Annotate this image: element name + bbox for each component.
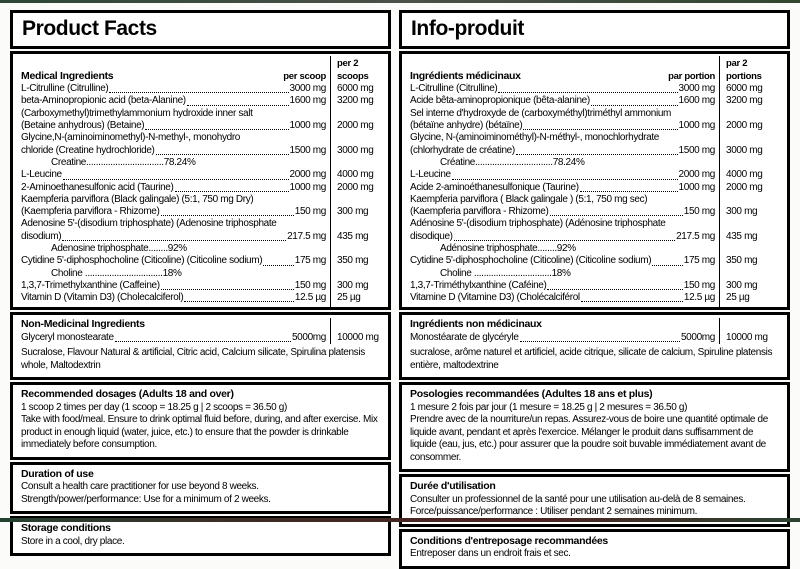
ingredient-subrow: Adénosine triphosphate........92% — [440, 243, 576, 254]
ingredient-name-line: Kaempferia parviflora ( Black galingale ) (5:1, 750 mg sec) — [410, 193, 648, 205]
text-line: Consult a health care practitioner for use beyond 8 weeks. — [21, 481, 259, 493]
ingredient-name: (Kaempferia parviflora - Rhizome) — [21, 206, 160, 218]
amount-per-scoop: 1000 mg — [678, 120, 715, 132]
ingredient-row — [13, 218, 388, 243]
top-edge-strip — [0, 0, 800, 3]
amount-per-scoop: 12.5 µg — [683, 292, 715, 304]
dot-leader — [184, 301, 294, 302]
amount-per-scoop: 150 mg — [683, 206, 715, 218]
bottom-edge-strip — [0, 518, 800, 522]
ingredient-name: disodique) — [410, 230, 453, 242]
storage-box-fr — [399, 529, 790, 569]
ingredients-header-row — [402, 56, 787, 83]
amount-per-2-scoops: 350 mg — [337, 255, 369, 267]
ingredient-row — [402, 243, 787, 255]
dot-leader — [452, 179, 678, 180]
ingredient-row — [13, 157, 388, 169]
ingredient-row — [13, 268, 388, 280]
dot-leader — [62, 240, 286, 241]
amount-per-2-scoops: 300 mg — [726, 279, 758, 291]
dosage-lines — [21, 402, 380, 452]
ingredient-name: L-Citrulline (Citrulline) — [21, 83, 109, 95]
amount-per-2-scoops: 2000 mg — [726, 120, 763, 132]
ingredient-rows — [402, 83, 787, 307]
amount-per-scoop: 1000 mg — [289, 120, 326, 132]
ingredient-subrow: Creatine................................78.24% — [51, 156, 196, 168]
ingredient-row — [402, 182, 787, 194]
ingredient-row — [13, 132, 388, 157]
amount-per-2-scoops: 25 µg — [337, 292, 361, 304]
amount-per-2-scoops: 3200 mg — [726, 95, 763, 107]
panel-title-en: Product Facts — [22, 17, 157, 40]
non-medicinal-other-ingredients: sucralose, arôme naturel et artificiel, acide citrique, silicate de calcium, Spiruline platensis entière, maltodextrine — [410, 347, 773, 371]
non-medicinal-heading: Ingrédients non médicinaux — [410, 318, 542, 331]
amount-per-scoop: 12.5 µg — [294, 292, 326, 304]
ingredient-subrow: Créatine................................78.24% — [440, 156, 585, 168]
amount-per-scoop: 2000 mg — [678, 169, 715, 181]
amount-per-2-scoops: 6000 mg — [337, 83, 374, 95]
panel-info-produit-fr — [399, 10, 790, 569]
dosage-heading: Posologies recommandées (Adultes 18 ans et plus) — [410, 388, 653, 401]
dot-leader — [161, 215, 294, 216]
ingredient-row — [402, 83, 787, 95]
dot-leader — [550, 215, 683, 216]
amount-per-2-scoops: 3000 mg — [726, 144, 763, 156]
text-line: Prendre avec de la nourriture/un repas. Assurez-vous de boire une quantité optimale de liquide avant, pendant et après l'exercice. Mélanger le produit dans suffisamment de liquide (eau, jus, etc.) pour assurer que la poudre soit buvable immédiatement avant de consommer. — [410, 414, 768, 463]
ingredient-name-line: (Carboxymethyl)trimethylammonium hydroxide inner salt — [21, 107, 253, 119]
ingredient-name: (bétaïne anhydre) (bétaïne) — [410, 120, 523, 132]
dot-leader — [547, 289, 682, 290]
ingredient-name-line: Adénosine 5'-(disodium triphosphate) (Adénosine triphosphate — [410, 218, 666, 230]
storage-heading: Conditions d'entreposage recommandées — [410, 534, 608, 547]
medical-ingredients-box-fr — [399, 51, 790, 310]
ingredient-name: L-Leucine — [410, 169, 451, 181]
ingredient-name: Cytidine 5'-diphosphocholine (Citicoline) (Citicoline sodium) — [410, 255, 652, 267]
amount-per-scoop: 217.5 mg — [676, 230, 715, 242]
dot-leader — [591, 105, 678, 106]
col-header-par-2-portions: par 2 portions — [726, 58, 762, 83]
ingredient-row — [402, 292, 787, 304]
ingredient-subrow: Choline ................................18% — [51, 267, 182, 279]
storage-lines — [21, 536, 380, 549]
amount-per-2-scoops: 4000 mg — [337, 169, 374, 181]
dot-leader — [145, 129, 288, 130]
amount-per-scoop: 2000 mg — [289, 169, 326, 181]
amount-per-scoop: 1000 mg — [289, 181, 326, 193]
ingredient-row — [13, 95, 388, 107]
dot-leader — [263, 265, 294, 266]
ingredient-name-line: Sel interne d'hydroxyde de (carboxyméthyl)triméthyl ammonium — [410, 107, 672, 119]
amount-per-scoop: 1600 mg — [289, 95, 326, 107]
ingredient-name: disodium) — [21, 230, 62, 242]
amount-per-2-scoops: 6000 mg — [726, 83, 763, 95]
dot-leader — [161, 289, 294, 290]
amount-per-2-scoops: 3200 mg — [337, 95, 374, 107]
panel-product-facts-en — [10, 10, 391, 569]
ingredient-name: Acide bêta-aminopropionique (bêta-alanine) — [410, 95, 590, 107]
non-medicinal-box-en — [10, 312, 391, 380]
ingredient-row — [402, 95, 787, 107]
ingredients-header-row — [13, 56, 388, 83]
ingredient-row — [402, 194, 787, 219]
dosage-lines — [410, 402, 779, 465]
text-line: 1 scoop 2 times per day (1 scoop = 18.25 g | 2 scoops = 36.50 g) — [21, 401, 287, 413]
amount-per-scoop: 3000 mg — [678, 83, 715, 95]
amount-per-2-scoops: 2000 mg — [337, 120, 374, 132]
amount-per-scoop: 175 mg — [294, 255, 326, 267]
ingredient-row — [402, 268, 787, 280]
duration-box-en — [10, 462, 391, 515]
ingredient-name: (Betaine anhydrous) (Betaine) — [21, 120, 145, 132]
amount-per-scoop: 1600 mg — [678, 95, 715, 107]
amount-per-2-scoops: 2000 mg — [337, 181, 374, 193]
ingredient-row — [13, 280, 388, 292]
ingredient-name: Vitamin D (Vitamin D3) (Cholecalciferol) — [21, 292, 184, 304]
dot-leader — [109, 92, 288, 93]
storage-lines — [410, 548, 779, 561]
dot-leader — [498, 92, 677, 93]
col-header-per-scoop: per scoop — [283, 71, 326, 83]
amount-per-scoop: 150 mg — [294, 279, 326, 291]
amount-per-scoop: 1000 mg — [678, 181, 715, 193]
ingredient-name: beta-Aminopropionic acid (beta-Alanine) — [21, 95, 186, 107]
amount-per-2-scoops: 435 mg — [726, 230, 758, 242]
ingredient-subrow: Adenosine triphosphate........92% — [51, 243, 187, 254]
duration-lines — [410, 494, 779, 519]
ingredient-row — [402, 169, 787, 181]
text-line: 1 mesure 2 fois par jour (1 mesure = 18.25 g | 2 mesures = 36.50 g) — [410, 401, 688, 413]
non-medicinal-amount-per-2-scoops: 10000 mg — [337, 331, 379, 343]
duration-heading: Duration of use — [21, 467, 94, 480]
amount-per-2-scoops: 435 mg — [337, 230, 369, 242]
non-medicinal-amount-per-scoop: 5000mg — [291, 331, 326, 343]
title-box-fr — [399, 10, 790, 49]
amount-per-2-scoops: 300 mg — [726, 206, 758, 218]
ingredient-row — [402, 157, 787, 169]
amount-per-2-scoops: 4000 mg — [726, 169, 763, 181]
label-panels — [10, 10, 790, 569]
ingredient-subrow: Choline ................................18% — [440, 267, 571, 279]
dot-leader — [520, 341, 680, 342]
amount-per-scoop: 3000 mg — [289, 83, 326, 95]
ingredient-name: Acide 2-aminoéthanesulfonique (Taurine) — [410, 181, 579, 193]
dot-leader — [581, 301, 683, 302]
ingredient-row — [402, 280, 787, 292]
ingredient-name: chloride (Creatine hydrochloride) — [21, 144, 155, 156]
col-header-per-2-scoops: per 2 scoops — [337, 58, 369, 83]
ingredient-name: L-Citrulline (Citrulline) — [410, 83, 498, 95]
amount-per-2-scoops: 300 mg — [337, 206, 369, 218]
dot-leader — [454, 240, 675, 241]
ingredient-name: Vitamine D (Vitamine D3) (Cholécalciférol — [410, 292, 580, 304]
dosage-box-fr — [399, 382, 790, 472]
duration-lines — [21, 481, 380, 506]
non-medicinal-amount-per-2-scoops: 10000 mg — [726, 331, 768, 343]
ingredient-name-line: Kaempferia parviflora (Black galingale) (5:1, 750 mg Dry) — [21, 193, 254, 205]
ingredient-name: L-Leucine — [21, 169, 62, 181]
title-box-en — [10, 10, 391, 49]
dosage-heading: Recommended dosages (Adults 18 and over) — [21, 388, 234, 401]
ingredient-name-line: Glycine, N-(aminoiminométhyl)-N-méthyl-, monochlorhydrate — [410, 132, 660, 144]
amount-per-2-scoops: 350 mg — [726, 255, 758, 267]
medical-ingredients-heading: Ingrédients médicinaux — [410, 70, 521, 83]
non-medicinal-ingredient-name: Monostéarate de glycéryle — [410, 331, 519, 343]
dosage-box-en — [10, 382, 391, 460]
text-line: Store in a cool, dry place. — [21, 535, 125, 547]
text-line: Entreposer dans un endroit frais et sec. — [410, 548, 571, 560]
text-line: Strength/power/performance: Use for a minimum of 2 weeks. — [21, 493, 271, 505]
text-line: Force/puissance/performance : Utiliser pendant 2 semaines minimum. — [410, 506, 698, 518]
col-header-par-portion: par portion — [668, 71, 715, 83]
dot-leader — [652, 265, 683, 266]
dot-leader — [175, 191, 289, 192]
non-medicinal-ingredient-name: Glyceryl monostearate — [21, 331, 114, 343]
ingredient-row — [13, 255, 388, 267]
ingredient-name: 1,3,7-Trimethylxanthine (Caffeine) — [21, 279, 160, 291]
duration-heading: Durée d'utilisation — [410, 480, 496, 493]
ingredient-row — [13, 182, 388, 194]
text-line: Consulter un professionnel de la santé pour une utilisation au-delà de 8 semaines. — [410, 493, 746, 505]
ingredient-row — [402, 108, 787, 133]
ingredient-row — [13, 169, 388, 181]
ingredient-name: 2-Aminoethanesulfonic acid (Taurine) — [21, 181, 174, 193]
amount-per-2-scoops: 25 µg — [726, 292, 750, 304]
ingredient-name-line: Adenosine 5'-(disodium triphosphate) (Adenosine triphosphate — [21, 218, 277, 230]
ingredient-name: (chlorhydrate de créatine) — [410, 144, 515, 156]
ingredient-row — [13, 243, 388, 255]
amount-per-scoop: 217.5 mg — [287, 230, 326, 242]
ingredient-name: (Kaempferia parviflora - Rhizome) — [410, 206, 549, 218]
non-medicinal-box-fr — [399, 312, 790, 380]
non-medicinal-heading: Non-Medicinal Ingredients — [21, 318, 145, 331]
dot-leader — [156, 154, 289, 155]
storage-box-en — [10, 516, 391, 556]
dot-leader — [523, 129, 677, 130]
storage-heading: Storage conditions — [21, 522, 111, 535]
non-medicinal-amount-per-scoop: 5000mg — [680, 331, 715, 343]
amount-per-scoop: 150 mg — [294, 206, 326, 218]
ingredient-row — [13, 292, 388, 304]
ingredient-rows — [13, 83, 388, 307]
dot-leader — [187, 105, 289, 106]
dot-leader — [63, 179, 289, 180]
ingredient-name-line: Glycine,N-(aminoiminomethyl)-N-methyl-, monohydro — [21, 132, 241, 144]
ingredient-row — [402, 218, 787, 243]
non-medicinal-other-ingredients: Sucralose, Flavour Natural & artificial, Citric acid, Calcium silicate, Spirulina platensis whole, Maltodextrin — [21, 347, 365, 371]
amount-per-scoop: 1500 mg — [678, 144, 715, 156]
amount-per-2-scoops: 300 mg — [337, 279, 369, 291]
ingredient-row — [13, 194, 388, 219]
dot-leader — [580, 191, 678, 192]
text-line: Take with food/meal. Ensure to drink optimal fluid before, during, and after exercise. Mix product in enough liquid (water, juice, etc.) to ensure that the powder is drinkable immediately before consumption. — [21, 414, 378, 451]
ingredient-name: 1,3,7-Triméthylxanthine (Caféine) — [410, 279, 547, 291]
ingredient-row — [402, 132, 787, 157]
panel-title-fr: Info-produit — [411, 17, 524, 40]
ingredient-row — [13, 108, 388, 133]
ingredient-row — [13, 83, 388, 95]
dot-leader — [516, 154, 678, 155]
dot-leader — [115, 341, 291, 342]
amount-per-scoop: 1500 mg — [289, 144, 326, 156]
amount-per-scoop: 150 mg — [683, 279, 715, 291]
medical-ingredients-heading: Medical Ingredients — [21, 70, 114, 83]
medical-ingredients-box-en — [10, 51, 391, 310]
amount-per-2-scoops: 3000 mg — [337, 144, 374, 156]
amount-per-2-scoops: 2000 mg — [726, 181, 763, 193]
ingredient-name: Cytidine 5'-diphosphocholine (Citicoline) (Citicoline sodium) — [21, 255, 263, 267]
ingredient-row — [402, 255, 787, 267]
amount-per-scoop: 175 mg — [683, 255, 715, 267]
